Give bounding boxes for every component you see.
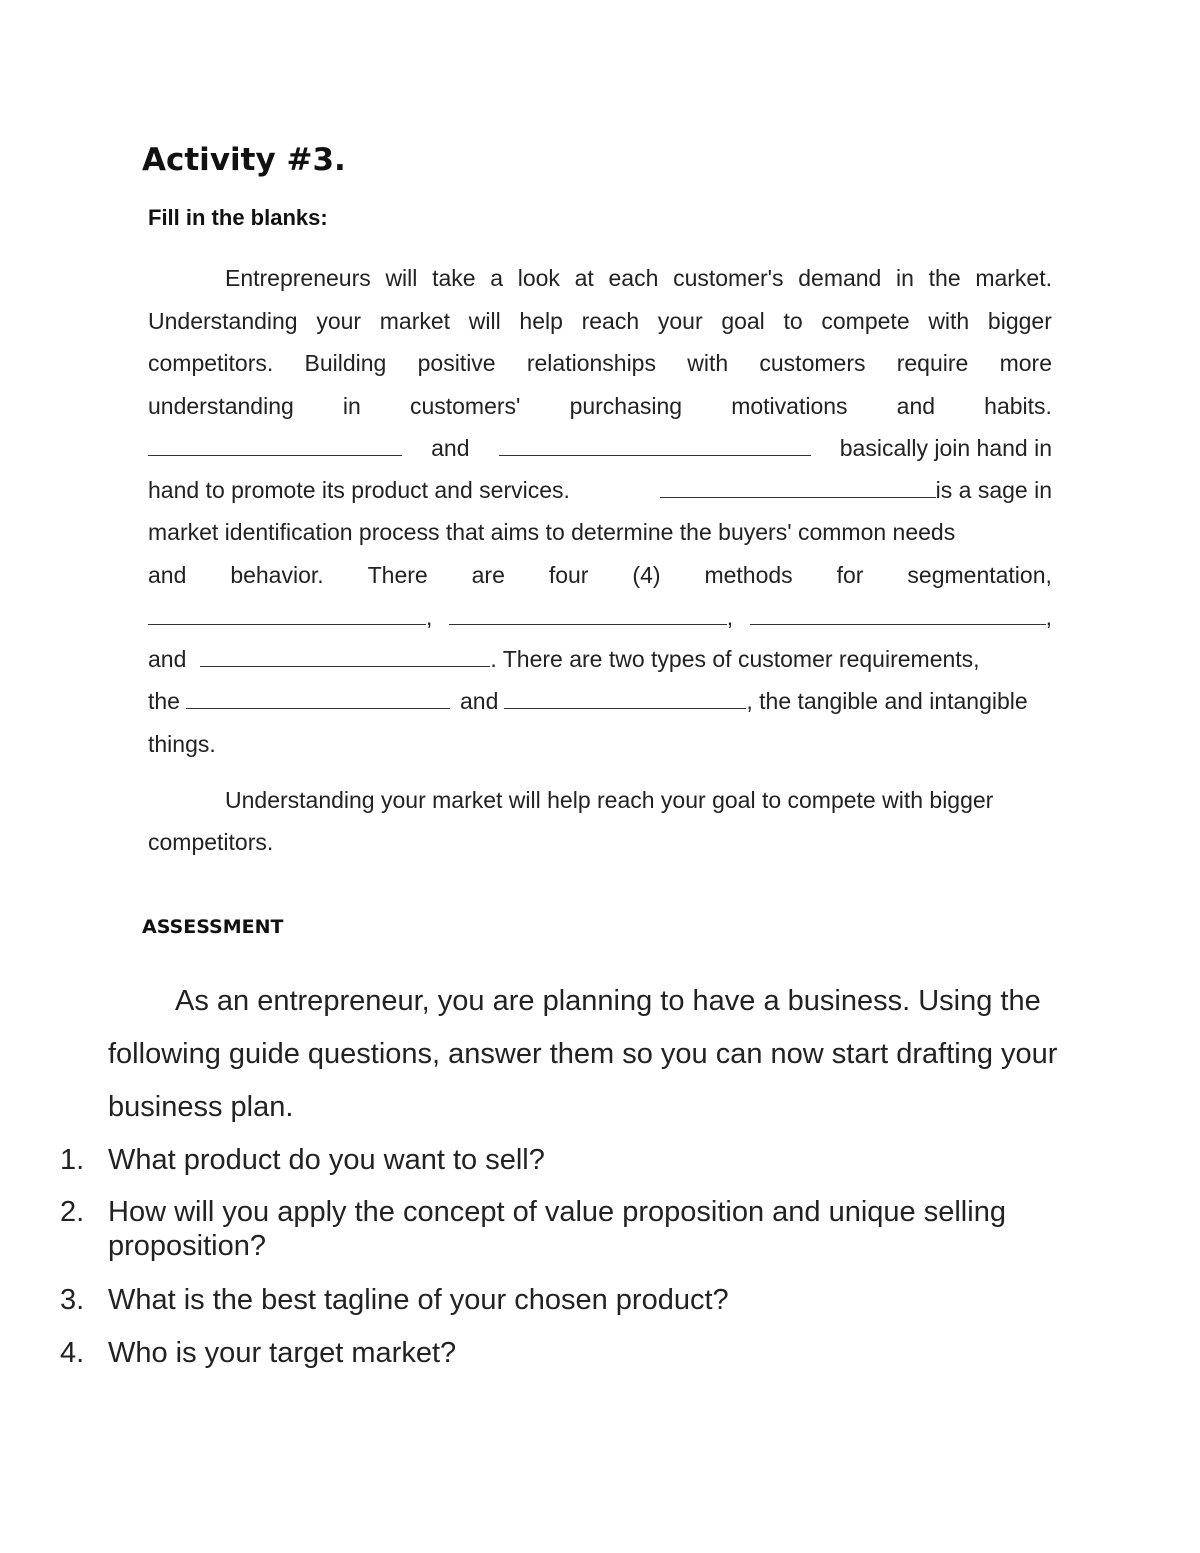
paragraph-line-12: things. — [148, 731, 216, 757]
paragraph-line-6: hand to promote its product and services. is a sage in — [148, 477, 1052, 503]
paragraph-line-2: Understanding your market will help reach your goal to compete with bigger — [148, 308, 1052, 334]
paragraph-line-1: Entrepreneurs will take a look at each customer's demand in the market. — [225, 265, 1052, 291]
assessment-intro-line-3: business plan. — [108, 1091, 294, 1123]
paragraph-line-11: the and , the tangible and intangible — [148, 688, 1028, 714]
paragraph-line-10: and . There are two types of customer requirements, — [148, 646, 980, 672]
question-text: What is the best tagline of your chosen product? — [108, 1284, 729, 1316]
paragraph-line-3: competitors. Building positive relationships with customers require more — [148, 350, 1052, 376]
activity-title: Activity #3. — [142, 142, 346, 178]
answer-blank-3[interactable] — [660, 475, 936, 498]
answer-blank-6[interactable] — [750, 602, 1046, 625]
question-text: Who is your target market? — [108, 1337, 457, 1369]
answer-blank-5[interactable] — [449, 602, 727, 625]
question-number: 2. — [60, 1196, 85, 1228]
summary-line-1: Understanding your market will help reach your goal to compete with bigger — [225, 787, 994, 813]
fill-in-instruction: Fill in the blanks: — [148, 205, 328, 230]
paragraph-line-9: , , , — [148, 601, 1052, 633]
paragraph-line-5: and basically join hand in — [148, 432, 1052, 464]
question-number: 1. — [60, 1144, 85, 1176]
question-text-continued: proposition? — [108, 1230, 266, 1262]
paragraph-line-7: market identification process that aims to determine the buyers' common needs — [148, 519, 956, 545]
answer-blank-8[interactable] — [186, 686, 450, 709]
question-text: How will you apply the concept of value proposition and unique selling — [108, 1196, 1006, 1228]
answer-blank-7[interactable] — [200, 644, 490, 667]
question-text: What product do you want to sell? — [108, 1144, 545, 1176]
answer-blank-2[interactable] — [499, 433, 811, 456]
answer-blank-9[interactable] — [504, 686, 746, 709]
answer-blank-1[interactable] — [148, 433, 402, 456]
question-number: 3. — [60, 1284, 85, 1316]
paragraph-line-8: and behavior. There are four (4) methods for segmentation, — [148, 562, 1052, 588]
answer-blank-4[interactable] — [148, 602, 426, 625]
assessment-heading: ASSESSMENT — [142, 916, 284, 938]
paragraph-line-4: understanding in customers' purchasing motivations and habits. — [148, 393, 1052, 419]
summary-line-2: competitors. — [148, 829, 274, 855]
question-number: 4. — [60, 1337, 85, 1369]
assessment-intro-line-1: As an entrepreneur, you are planning to have a business. Using the — [175, 985, 1041, 1017]
assessment-intro-line-2: following guide questions, answer them so you can now start drafting your — [108, 1038, 1058, 1070]
